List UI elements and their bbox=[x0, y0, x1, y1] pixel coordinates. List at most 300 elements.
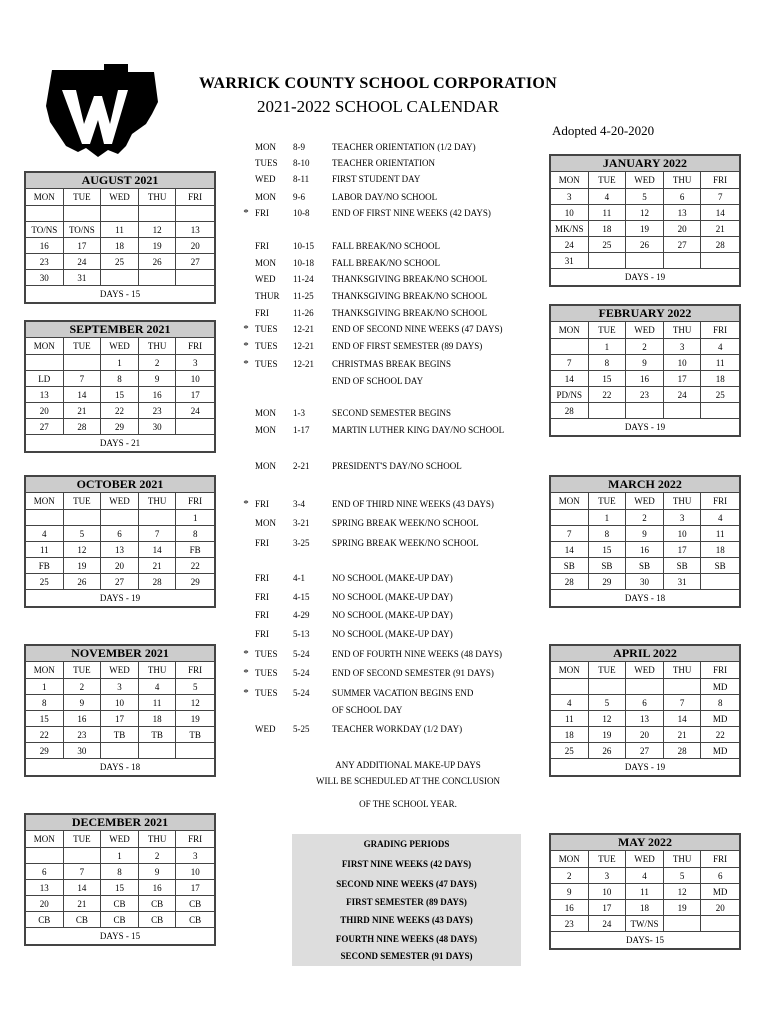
day-cell: 1 bbox=[101, 355, 139, 371]
day-cell: 20 bbox=[626, 727, 664, 743]
day-cell: 7 bbox=[664, 695, 702, 711]
adopted-date: Adopted 4-20-2020 bbox=[552, 123, 655, 138]
day-cell: 9 bbox=[626, 355, 664, 371]
day-cell: 16 bbox=[626, 542, 664, 558]
day-cell: 18 bbox=[139, 711, 177, 727]
makeup-note-line: ANY ADDITIONAL MAKE-UP DAYS bbox=[335, 760, 481, 770]
day-cell bbox=[589, 253, 627, 269]
day-cell: 15 bbox=[26, 711, 64, 727]
day-cell: 29 bbox=[26, 743, 64, 759]
day-cell: 12 bbox=[589, 711, 627, 727]
day-cell: 20 bbox=[176, 238, 214, 254]
day-cell: 28 bbox=[701, 237, 739, 253]
day-cell: 26 bbox=[626, 237, 664, 253]
day-cell bbox=[701, 574, 739, 590]
day-cell bbox=[26, 848, 64, 864]
day-cell: 28 bbox=[664, 743, 702, 759]
day-cell: TB bbox=[101, 727, 139, 743]
event-date: 10-8 bbox=[293, 208, 310, 218]
day-cell: 18 bbox=[701, 371, 739, 387]
day-cell: 26 bbox=[139, 254, 177, 270]
day-cell: 6 bbox=[101, 526, 139, 542]
day-cell bbox=[589, 679, 627, 695]
event-weekday: TUES bbox=[255, 668, 278, 678]
day-cell: CB bbox=[139, 896, 177, 912]
day-cell: 2 bbox=[64, 679, 102, 695]
weekday-header: TUE bbox=[64, 189, 102, 206]
day-cell: 17 bbox=[176, 880, 214, 896]
day-cell: 19 bbox=[139, 238, 177, 254]
day-cell: 6 bbox=[26, 864, 64, 880]
day-cell bbox=[626, 403, 664, 419]
day-cell: 17 bbox=[101, 711, 139, 727]
weekday-header: FRI bbox=[176, 831, 214, 848]
weekday-header: FRI bbox=[176, 338, 214, 355]
makeup-note-line: WILL BE SCHEDULED AT THE CONCLUSION bbox=[315, 776, 501, 786]
day-cell: 3 bbox=[176, 355, 214, 371]
month-name: JANUARY 2022 bbox=[551, 156, 739, 172]
month-calendar bbox=[549, 154, 741, 287]
event-weekday: TUES bbox=[255, 341, 278, 351]
day-cell: 8 bbox=[176, 526, 214, 542]
day-cell: 12 bbox=[64, 542, 102, 558]
day-cell: 30 bbox=[626, 574, 664, 590]
day-cell bbox=[176, 206, 214, 222]
event-date: 8-9 bbox=[293, 142, 305, 152]
organization-title: WARRICK COUNTY SCHOOL CORPORATION bbox=[199, 75, 557, 92]
event-description: END OF SECOND SEMESTER (91 DAYS) bbox=[332, 668, 494, 678]
event-date: 10-18 bbox=[293, 258, 314, 268]
day-cell: 14 bbox=[64, 880, 102, 896]
weekday-header-row bbox=[551, 322, 739, 339]
day-cell: TW/NS bbox=[626, 916, 664, 932]
weekday-header: MON bbox=[26, 662, 64, 679]
day-cell: 31 bbox=[64, 270, 102, 286]
day-cell: FB bbox=[26, 558, 64, 574]
event-date: 5-24 bbox=[293, 649, 310, 659]
day-cell: LD bbox=[26, 371, 64, 387]
day-cell: 9 bbox=[626, 526, 664, 542]
day-cell bbox=[101, 206, 139, 222]
day-cell: 17 bbox=[64, 238, 102, 254]
day-cell: 27 bbox=[101, 574, 139, 590]
day-cell: 18 bbox=[626, 900, 664, 916]
day-cell: 17 bbox=[664, 542, 702, 558]
day-cell: 23 bbox=[64, 727, 102, 743]
day-cell: 28 bbox=[139, 574, 177, 590]
school-corporation-logo bbox=[42, 62, 160, 159]
weekday-header-row bbox=[26, 662, 214, 679]
day-cell: 27 bbox=[26, 419, 64, 435]
weekday-header: MON bbox=[26, 189, 64, 206]
event-weekday: MON bbox=[255, 192, 277, 202]
day-cell: 2 bbox=[626, 510, 664, 526]
day-cell: 22 bbox=[589, 387, 627, 403]
month-day-count: DAYS - 19 bbox=[624, 762, 666, 772]
day-cell bbox=[139, 206, 177, 222]
weekday-header: MON bbox=[551, 662, 589, 679]
event-weekday: FRI bbox=[255, 592, 270, 602]
day-cell bbox=[664, 403, 702, 419]
day-cell bbox=[701, 916, 739, 932]
day-cell: 24 bbox=[551, 237, 589, 253]
day-cell: 4 bbox=[139, 679, 177, 695]
day-cell: 13 bbox=[626, 711, 664, 727]
event-weekday: THUR bbox=[255, 291, 280, 301]
day-cell: 20 bbox=[26, 403, 64, 419]
month-name: MARCH 2022 bbox=[551, 477, 739, 493]
weekday-header-row bbox=[26, 493, 214, 510]
day-cell bbox=[101, 743, 139, 759]
day-cell: 27 bbox=[664, 237, 702, 253]
day-cell: CB bbox=[139, 912, 177, 928]
day-cell: 3 bbox=[664, 339, 702, 355]
day-cell: 4 bbox=[701, 510, 739, 526]
day-cell: 8 bbox=[26, 695, 64, 711]
month-day-grid bbox=[551, 339, 739, 419]
month-day-count: DAYS - 19 bbox=[624, 422, 666, 432]
day-cell: 2 bbox=[139, 848, 177, 864]
event-date: 5-24 bbox=[293, 668, 310, 678]
event-weekday: FRI bbox=[255, 499, 270, 509]
day-cell: 1 bbox=[589, 339, 627, 355]
weekday-header: THU bbox=[139, 831, 177, 848]
day-cell: 31 bbox=[664, 574, 702, 590]
day-cell: 8 bbox=[101, 371, 139, 387]
event-asterisk: * bbox=[243, 648, 249, 660]
event-weekday: MON bbox=[255, 461, 277, 471]
month-calendar bbox=[24, 813, 216, 946]
calendar-title: 2021-2022 SCHOOL CALENDAR bbox=[256, 97, 500, 116]
day-cell: 4 bbox=[26, 526, 64, 542]
event-description: NO SCHOOL (MAKE-UP DAY) bbox=[332, 573, 453, 583]
month-calendar bbox=[24, 171, 216, 304]
weekday-header: FRI bbox=[176, 189, 214, 206]
event-date: 9-6 bbox=[293, 192, 305, 202]
weekday-header: FRI bbox=[701, 172, 739, 189]
grading-period-item: THIRD NINE WEEKS (43 DAYS) bbox=[340, 915, 473, 925]
weekday-header: THU bbox=[139, 338, 177, 355]
event-description: LABOR DAY/NO SCHOOL bbox=[332, 192, 438, 202]
day-cell: 10 bbox=[664, 355, 702, 371]
day-cell: 20 bbox=[664, 221, 702, 237]
day-cell: 5 bbox=[589, 695, 627, 711]
weekday-header: THU bbox=[139, 493, 177, 510]
event-description: TEACHER ORIENTATION bbox=[332, 158, 436, 168]
event-date: 4-29 bbox=[293, 610, 310, 620]
day-cell bbox=[551, 339, 589, 355]
day-cell: 4 bbox=[626, 868, 664, 884]
day-cell: MD bbox=[701, 711, 739, 727]
day-cell: 23 bbox=[551, 916, 589, 932]
grading-periods-title: GRADING PERIODS bbox=[363, 839, 450, 849]
day-cell: 23 bbox=[26, 254, 64, 270]
day-cell: 5 bbox=[176, 679, 214, 695]
month-day-grid bbox=[26, 206, 214, 286]
month-day-count: DAYS - 15 bbox=[99, 931, 141, 941]
event-description: END OF FIRST SEMESTER (89 DAYS) bbox=[332, 341, 483, 351]
day-cell: 16 bbox=[139, 387, 177, 403]
event-date: 2-21 bbox=[293, 461, 310, 471]
weekday-header: MON bbox=[551, 493, 589, 510]
day-cell: 1 bbox=[589, 510, 627, 526]
day-cell bbox=[64, 848, 102, 864]
day-cell: 21 bbox=[64, 403, 102, 419]
day-cell: 9 bbox=[64, 695, 102, 711]
day-cell: 7 bbox=[64, 371, 102, 387]
day-cell: MD bbox=[701, 743, 739, 759]
month-day-grid bbox=[26, 510, 214, 590]
weekday-header: TUE bbox=[589, 851, 627, 868]
event-date: 4-1 bbox=[293, 573, 305, 583]
event-description: END OF THIRD NINE WEEKS (43 DAYS) bbox=[332, 499, 494, 509]
weekday-header: TUE bbox=[64, 493, 102, 510]
month-calendar bbox=[549, 304, 741, 437]
day-cell bbox=[664, 679, 702, 695]
month-calendar bbox=[549, 644, 741, 777]
day-cell bbox=[664, 253, 702, 269]
event-description: END OF SCHOOL DAY bbox=[332, 376, 424, 386]
event-date: 12-21 bbox=[293, 324, 314, 334]
day-cell: 21 bbox=[139, 558, 177, 574]
weekday-header: MON bbox=[551, 851, 589, 868]
day-cell: 4 bbox=[701, 339, 739, 355]
weekday-header: WED bbox=[626, 493, 664, 510]
weekday-header: THU bbox=[139, 189, 177, 206]
day-cell: 25 bbox=[701, 387, 739, 403]
day-cell: 11 bbox=[26, 542, 64, 558]
day-cell bbox=[64, 510, 102, 526]
event-asterisk: * bbox=[243, 323, 249, 335]
day-cell: 24 bbox=[664, 387, 702, 403]
day-cell: TO/NS bbox=[26, 222, 64, 238]
weekday-header-row bbox=[551, 662, 739, 679]
day-cell: 5 bbox=[626, 189, 664, 205]
day-cell: 21 bbox=[64, 896, 102, 912]
day-cell bbox=[139, 743, 177, 759]
event-date: 4-15 bbox=[293, 592, 310, 602]
weekday-header-row bbox=[26, 338, 214, 355]
month-day-grid bbox=[26, 679, 214, 759]
event-description: MARTIN LUTHER KING DAY/NO SCHOOL bbox=[332, 425, 505, 435]
event-description: OF SCHOOL DAY bbox=[332, 705, 403, 715]
day-cell: 22 bbox=[176, 558, 214, 574]
day-cell: 13 bbox=[26, 387, 64, 403]
day-cell: 23 bbox=[626, 387, 664, 403]
day-cell: 17 bbox=[664, 371, 702, 387]
event-date: 8-11 bbox=[293, 174, 310, 184]
event-asterisk: * bbox=[243, 667, 249, 679]
day-cell: 11 bbox=[589, 205, 627, 221]
grading-period-item: FIRST SEMESTER (89 DAYS) bbox=[346, 897, 467, 907]
day-cell: 28 bbox=[64, 419, 102, 435]
day-cell: 10 bbox=[176, 864, 214, 880]
event-asterisk: * bbox=[243, 207, 249, 219]
month-day-count: DAYS - 19 bbox=[624, 272, 666, 282]
day-cell: 30 bbox=[64, 743, 102, 759]
day-cell: 21 bbox=[701, 221, 739, 237]
event-weekday: WED bbox=[255, 174, 276, 184]
month-name: NOVEMBER 2021 bbox=[26, 646, 214, 662]
weekday-header: FRI bbox=[176, 493, 214, 510]
event-date: 12-21 bbox=[293, 359, 314, 369]
event-weekday: TUES bbox=[255, 158, 278, 168]
day-cell: 27 bbox=[176, 254, 214, 270]
weekday-header: WED bbox=[101, 662, 139, 679]
event-description: FIRST STUDENT DAY bbox=[332, 174, 421, 184]
weekday-header-row bbox=[551, 493, 739, 510]
weekday-header: FRI bbox=[701, 662, 739, 679]
weekday-header: MON bbox=[551, 172, 589, 189]
day-cell: 28 bbox=[551, 403, 589, 419]
month-calendar bbox=[24, 320, 216, 453]
day-cell: 19 bbox=[626, 221, 664, 237]
day-cell: 4 bbox=[589, 189, 627, 205]
month-name: FEBRUARY 2022 bbox=[551, 306, 739, 322]
day-cell: 2 bbox=[551, 868, 589, 884]
event-description: CHRISTMAS BREAK BEGINS bbox=[332, 359, 452, 369]
day-cell: 6 bbox=[664, 189, 702, 205]
event-date: 11-24 bbox=[293, 274, 314, 284]
day-cell: 16 bbox=[626, 371, 664, 387]
weekday-header: THU bbox=[664, 172, 702, 189]
day-cell: 24 bbox=[176, 403, 214, 419]
day-cell: 1 bbox=[176, 510, 214, 526]
day-cell bbox=[64, 206, 102, 222]
event-weekday: FRI bbox=[255, 208, 270, 218]
day-cell bbox=[26, 206, 64, 222]
weekday-header: MON bbox=[26, 338, 64, 355]
day-cell: 8 bbox=[101, 864, 139, 880]
day-cell: 24 bbox=[64, 254, 102, 270]
event-date: 1-17 bbox=[293, 425, 310, 435]
day-cell: TO/NS bbox=[64, 222, 102, 238]
month-day-count: DAYS - 18 bbox=[99, 762, 141, 772]
day-cell bbox=[589, 403, 627, 419]
day-cell: 13 bbox=[664, 205, 702, 221]
month-name: AUGUST 2021 bbox=[26, 173, 214, 189]
day-cell: 9 bbox=[139, 371, 177, 387]
day-cell: 5 bbox=[64, 526, 102, 542]
weekday-header: THU bbox=[139, 662, 177, 679]
day-cell bbox=[176, 743, 214, 759]
weekday-header: THU bbox=[664, 493, 702, 510]
weekday-header: TUE bbox=[589, 662, 627, 679]
day-cell bbox=[139, 270, 177, 286]
event-date: 5-24 bbox=[293, 688, 310, 698]
day-cell: 11 bbox=[551, 711, 589, 727]
day-cell: 10 bbox=[589, 884, 627, 900]
event-date: 8-10 bbox=[293, 158, 310, 168]
day-cell: FB bbox=[176, 542, 214, 558]
day-cell bbox=[176, 270, 214, 286]
weekday-header-row bbox=[551, 851, 739, 868]
weekday-header-row bbox=[26, 831, 214, 848]
day-cell: 23 bbox=[139, 403, 177, 419]
makeup-note-line: OF THE SCHOOL YEAR. bbox=[359, 799, 457, 809]
weekday-header: WED bbox=[101, 831, 139, 848]
day-cell: 3 bbox=[551, 189, 589, 205]
month-name: MAY 2022 bbox=[551, 835, 739, 851]
weekday-header-row bbox=[551, 172, 739, 189]
day-cell: 20 bbox=[101, 558, 139, 574]
day-cell: 25 bbox=[101, 254, 139, 270]
weekday-header: THU bbox=[664, 851, 702, 868]
event-weekday: MON bbox=[255, 518, 277, 528]
month-day-count: DAYS- 15 bbox=[626, 935, 664, 945]
day-cell: 22 bbox=[26, 727, 64, 743]
day-cell: CB bbox=[176, 912, 214, 928]
day-cell: 30 bbox=[139, 419, 177, 435]
event-description: THANKSGIVING BREAK/NO SCHOOL bbox=[332, 308, 487, 318]
day-cell: 12 bbox=[626, 205, 664, 221]
event-description: THANKSGIVING BREAK/NO SCHOOL bbox=[332, 274, 487, 284]
event-weekday: MON bbox=[255, 142, 277, 152]
day-cell: TB bbox=[176, 727, 214, 743]
day-cell: 7 bbox=[701, 189, 739, 205]
day-cell bbox=[664, 916, 702, 932]
event-description: PRESIDENT'S DAY/NO SCHOOL bbox=[332, 461, 462, 471]
weekday-header: WED bbox=[626, 851, 664, 868]
weekday-header: WED bbox=[101, 493, 139, 510]
day-cell: SB bbox=[551, 558, 589, 574]
day-cell: 8 bbox=[589, 355, 627, 371]
day-cell bbox=[626, 679, 664, 695]
day-cell: 9 bbox=[551, 884, 589, 900]
day-cell: 7 bbox=[551, 526, 589, 542]
day-cell: 5 bbox=[664, 868, 702, 884]
day-cell: 16 bbox=[551, 900, 589, 916]
day-cell: 19 bbox=[64, 558, 102, 574]
day-cell: PD/NS bbox=[551, 387, 589, 403]
event-description: END OF FIRST NINE WEEKS (42 DAYS) bbox=[332, 208, 491, 218]
day-cell: 31 bbox=[551, 253, 589, 269]
event-description: TEACHER WORKDAY (1/2 DAY) bbox=[332, 724, 463, 734]
day-cell: 27 bbox=[626, 743, 664, 759]
day-cell: 10 bbox=[551, 205, 589, 221]
event-description: FALL BREAK/NO SCHOOL bbox=[332, 258, 441, 268]
day-cell: 22 bbox=[101, 403, 139, 419]
day-cell bbox=[101, 270, 139, 286]
day-cell: 22 bbox=[701, 727, 739, 743]
month-calendar bbox=[549, 833, 741, 950]
day-cell: 8 bbox=[701, 695, 739, 711]
day-cell: 3 bbox=[664, 510, 702, 526]
day-cell bbox=[551, 510, 589, 526]
day-cell: MD bbox=[701, 884, 739, 900]
day-cell: 12 bbox=[139, 222, 177, 238]
month-day-count: DAYS - 19 bbox=[99, 593, 141, 603]
event-description: NO SCHOOL (MAKE-UP DAY) bbox=[332, 629, 453, 639]
event-weekday: FRI bbox=[255, 573, 270, 583]
day-cell bbox=[26, 355, 64, 371]
event-description: END OF SECOND NINE WEEKS (47 DAYS) bbox=[332, 324, 503, 334]
month-name: APRIL 2022 bbox=[551, 646, 739, 662]
day-cell: 9 bbox=[139, 864, 177, 880]
month-day-grid bbox=[551, 679, 739, 759]
day-cell: 19 bbox=[176, 711, 214, 727]
day-cell: 18 bbox=[701, 542, 739, 558]
event-description: END OF FOURTH NINE WEEKS (48 DAYS) bbox=[332, 649, 502, 659]
event-asterisk: * bbox=[243, 498, 249, 510]
day-cell: 7 bbox=[64, 864, 102, 880]
day-cell: 10 bbox=[176, 371, 214, 387]
weekday-header: TUE bbox=[589, 493, 627, 510]
weekday-header: WED bbox=[101, 189, 139, 206]
grading-period-item: SECOND NINE WEEKS (47 DAYS) bbox=[336, 879, 477, 889]
weekday-header: THU bbox=[664, 322, 702, 339]
day-cell: 14 bbox=[551, 371, 589, 387]
